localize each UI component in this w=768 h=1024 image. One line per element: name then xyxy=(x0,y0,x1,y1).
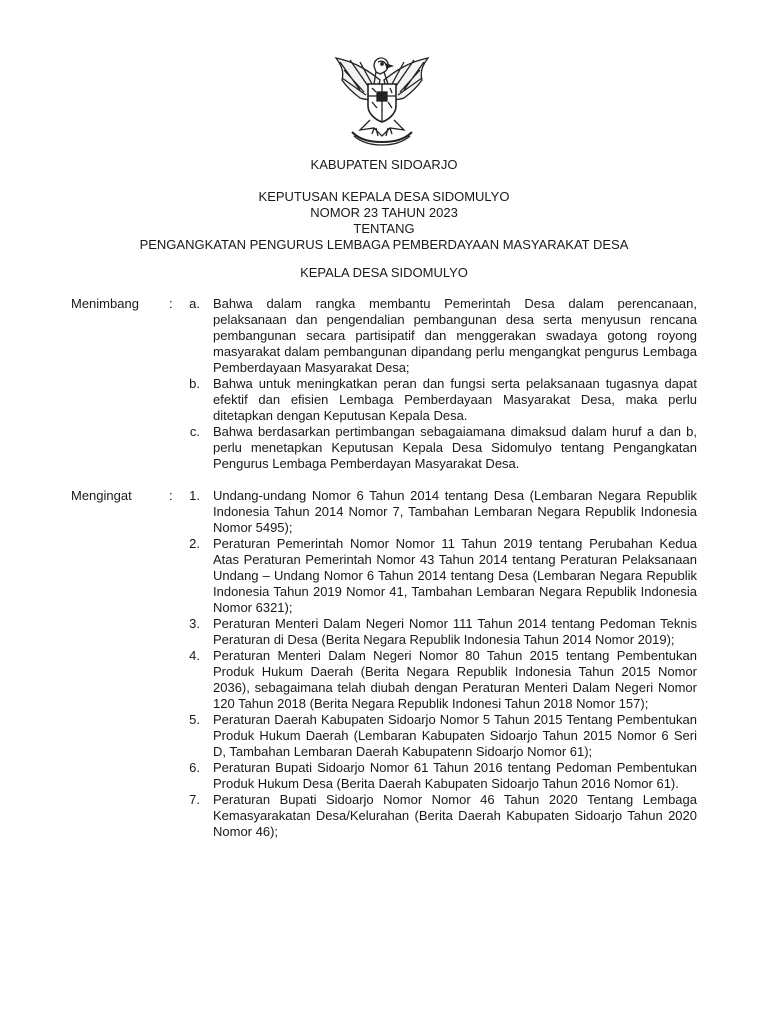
list-item xyxy=(0,792,768,840)
decree-subject: PENGANGKATAN PENGURUS LEMBAGA PEMBERDAYAAN MASYARAKAT DESA xyxy=(139,237,629,252)
item-text: Bahwa dalam rangka membantu Pemerintah Desa dalam perencanaan, pelaksanaan dan pengendalian pembangunan desa serta menyusun rencana pembangunan secara partisipatif dan menggerakan swadaya gotong royong masyarakat dalam pembangunan dipandang perlu mengangkat pengurus Lembaga Pemberdayaan Masyarakat Desa; xyxy=(213,296,697,375)
item-marker: 5. xyxy=(189,712,200,727)
item-marker: 2. xyxy=(189,536,200,551)
item-marker: 6. xyxy=(189,760,200,775)
item-marker: 7. xyxy=(189,792,200,807)
official-title: KEPALA DESA SIDOMULYO xyxy=(300,265,468,280)
item-marker: 3. xyxy=(189,616,200,631)
item-text: Peraturan Pemerintah Nomor Nomor 11 Tahun 2019 tentang Perubahan Kedua Atas Peraturan Pemerintah Nomor 43 Tahun 2014 tentang Peraturan Pelaksanaan Undang – Undang Nomor 6 Tahun 2014 tentang Desa (Lembaran Negara Republik Indonesia Tahun 2019 Nomor 41, Tambahan Lembaran Negara Republik Indonesia Nomor 6321); xyxy=(213,536,697,615)
letterhead xyxy=(0,157,768,173)
section-menimbang xyxy=(0,296,768,472)
item-text: Bahwa untuk meningkatkan peran dan fungsi serta pelaksanaan tugasnya dapat efektif dan efisien Lembaga Pemberdayaan Masyarakat Desa, maka perlu ditetapkan dengan Keputusan Kepala Desa. xyxy=(213,376,697,423)
item-text: Peraturan Daerah Kabupaten Sidoarjo Nomor 5 Tahun 2015 Tentang Pembentukan Produk Hukum Daerah (Lembaran Kabupaten Sidoarjo Tahun 2015 Nomor 6 Seri D, Tambahan Lembaran Daerah Kabupatenn Sidoarjo Nomor 61); xyxy=(213,712,697,759)
list-item xyxy=(0,296,768,376)
section-colon: : xyxy=(169,488,173,503)
list-item xyxy=(0,712,768,760)
official-heading xyxy=(0,265,768,281)
decree-title: KEPUTUSAN KEPALA DESA SIDOMULYO xyxy=(258,189,510,204)
garuda-emblem-icon xyxy=(330,50,434,146)
item-marker: 4. xyxy=(189,648,200,663)
regency-name: KABUPATEN SIDOARJO xyxy=(310,157,458,172)
item-marker: b. xyxy=(189,376,200,391)
item-text: Peraturan Menteri Dalam Negeri Nomor 111 Tahun 2014 tentang Pedoman Teknis Peraturan di Desa (Berita Negara Republik Indonesia Tahun 2014 Nomor 2019); xyxy=(213,616,697,647)
item-marker: 1. xyxy=(189,488,200,503)
decree-heading xyxy=(0,189,768,253)
section-label: Mengingat xyxy=(71,488,132,503)
decree-about: TENTANG xyxy=(353,221,415,236)
item-marker: c. xyxy=(189,424,200,439)
item-marker: a. xyxy=(189,296,200,311)
section-colon: : xyxy=(169,296,173,311)
decree-number: NOMOR 23 TAHUN 2023 xyxy=(310,205,458,220)
list-item xyxy=(0,376,768,424)
item-text: Bahwa berdasarkan pertimbangan sebagaiamana dimaksud dalam huruf a dan b, perlu menetapkan Keputusan Kepala Desa Sidomulyo tentang Pengangkatan Pengurus Lembaga Pemberdayan Masyarakat Desa. xyxy=(213,424,697,471)
item-text: Peraturan Bupati Sidoarjo Nomor Nomor 46 Tahun 2020 Tentang Lembaga Kemasyarakatan Desa/Kelurahan (Berita Daerah Kabupaten Sidoarjo Tahun 2020 Nomor 46); xyxy=(213,792,697,839)
list-item xyxy=(0,648,768,712)
item-text: Undang-undang Nomor 6 Tahun 2014 tentang Desa (Lembaran Negara Republik Indonesia Tahun 2014 Nomor 7, Tambahan Lembaran Negara Republik Indonesia Nomor 5495); xyxy=(213,488,697,535)
section-mengingat xyxy=(0,488,768,840)
list-item xyxy=(0,536,768,616)
list-item xyxy=(0,616,768,648)
item-text: Peraturan Menteri Dalam Negeri Nomor 80 Tahun 2015 tentang Pembentukan Produk Hukum Daerah (Berita Negara Republik Indonesia Tahun 2015 Nomor 2036), sebagaimana telah diubah dengan Peraturan Menteri Dalam Negeri Nomor 120 Tahun 2018 (Berita Negara Republik Indonesi Tahun 2018 Nomor 157); xyxy=(213,648,697,711)
section-label: Menimbang xyxy=(71,296,139,311)
item-text: Peraturan Bupati Sidoarjo Nomor 61 Tahun 2016 tentang Pedoman Pembentukan Produk Hukum Desa (Berita Daerah Kabupaten Sidoarjo Tahun 2016 Nomor 61). xyxy=(213,760,697,791)
list-item xyxy=(0,488,768,536)
list-item xyxy=(0,424,768,472)
list-item xyxy=(0,760,768,792)
